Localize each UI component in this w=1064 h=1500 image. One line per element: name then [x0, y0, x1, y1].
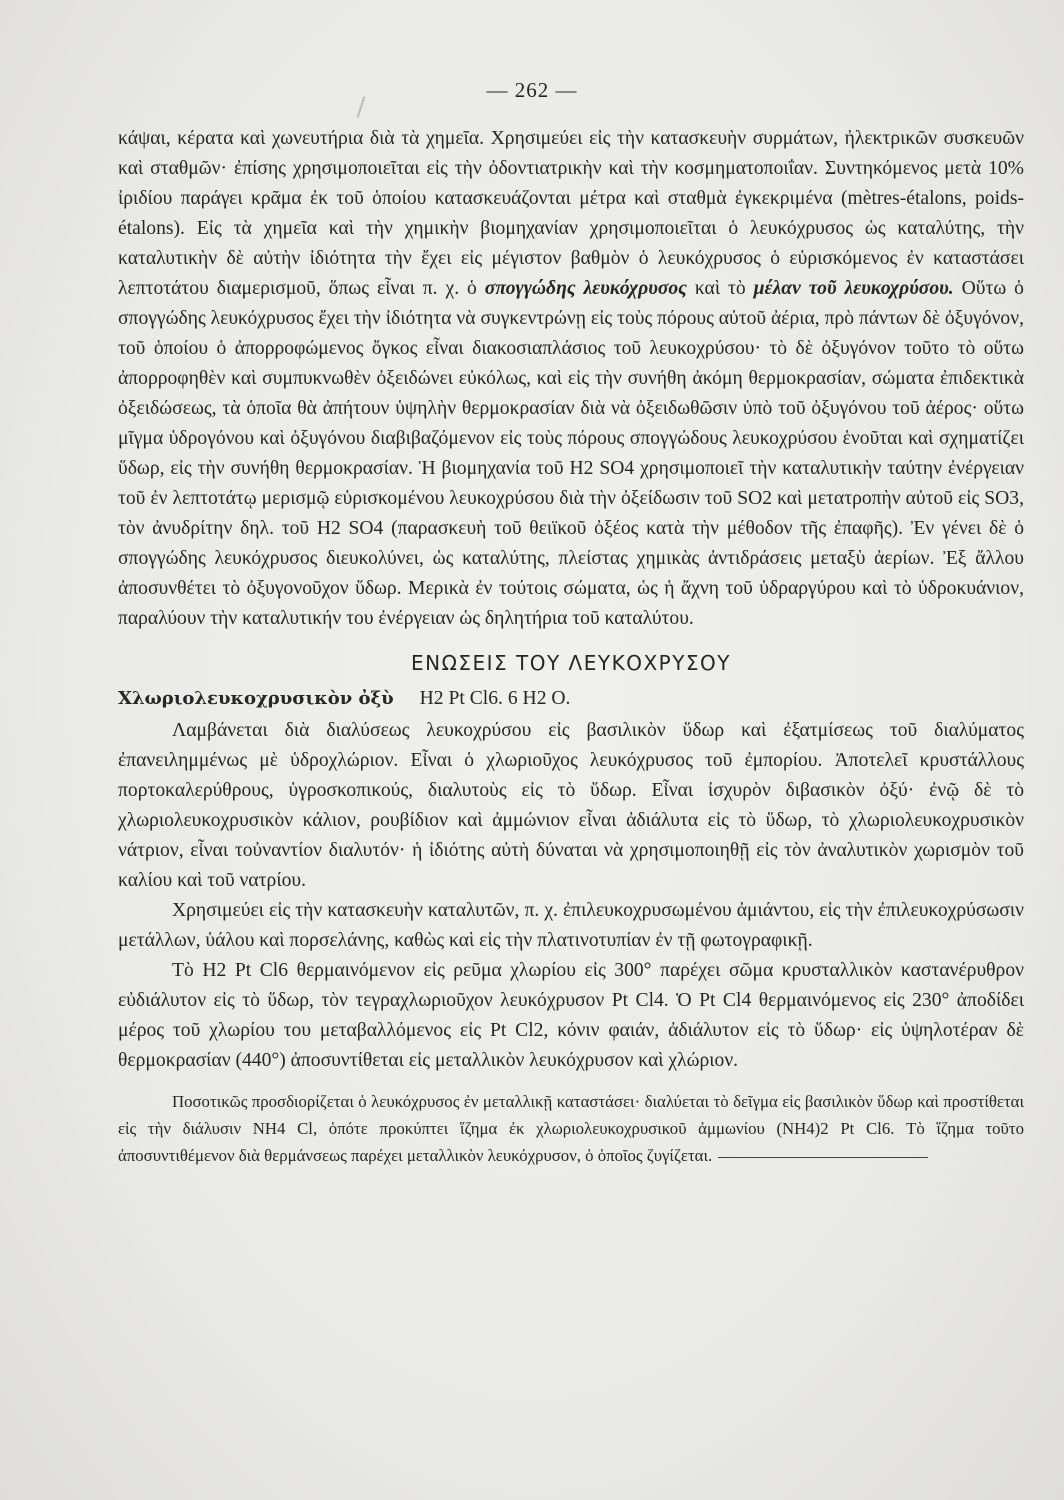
paragraph-1-continued: Οὕτω ὁ σπογγώδης λευκόχρυσος ἔχει τὴν ἰδιότητα νὰ συγκεντρώνῃ εἰς τοὺς πόρους αὐτοῦ ἀέρια, πρὸ πάντων δὲ ὀξυγόνον, τοῦ ὁποίου ὁ ἀπορροφώμενος ὄγκος εἶναι διακοσιαπλάσιος τοῦ λευκοχρύσου· τὸ δὲ ὀξυγόνον τοῦτο τὸ οὕτω ἀπορροφηθὲν καὶ συμπυκνωθὲν ὀξειδώνει εὐκόλως, καὶ εἰς τὴν συνήθη ἀκόμη θερμοκρασίαν, σώματα ἐπιδεκτικὰ ὀξειδώσεως, τὰ ὁποῖα θὰ ἀπήτουν ὑψηλὴν θερμοκρασίαν διὰ νὰ ὀξειδωθῶσιν ὑπὸ τοῦ ὀξυγόνου τοῦ ἀέρος· οὕτω μῖγμα ὑδρογόνου καὶ ὀξυγόνου διαβιβαζόμενον εἰς τοὺς πόρους σπογγώδους λευκοχρύσου ἑνοῦται καὶ σχηματίζει ὕδωρ, εἰς τὴν συνήθη θερμοκρασίαν. Ἡ βιομηχανία τοῦ H2 SO4 χρησιμοποιεῖ τὴν καταλυτικὴν ταύτην ἐνέργειαν τοῦ ἐν λεπτοτάτῳ μερισμῷ εὑρισκομένου λευκοχρύσου διὰ τὴν ὀξείδωσιν τοῦ SO2 καὶ μετατροπὴν αὐτοῦ εἰς SO3, τὸν ἀνυδρίτην δηλ. τοῦ H2 SO4 (παρασκευὴ τοῦ θειϊκοῦ ὀξέος κατὰ τὴν μέθοδον τῆς ἐπαφῆς). Ἐν γένει δὲ ὁ σπογγώδης λευκόχρυσος διευκολύνει, ὡς καταλύτης, πλείστας χημικὰς ἀντιδράσεις μεταξὺ ἀερίων. Ἐξ ἄλλου ἀποσυνθέτει τὸ ὀξυγονοῦχον ὕδωρ. Μερικὰ ἐν τούτοις σώματα, ὡς ἡ ἄχνη τοῦ ὑδραργύρου καὶ τὸ ὑδροκυάνιον, παραλύουν τὴν καταλυτικήν του ἐνέργειαν ὡς δηλητήρια τοῦ καταλύτου. [118, 278, 1024, 629]
body-text [118, 124, 1024, 1169]
compound-name: Χλωριολευκοχρυσικὸν ὀξὺ [118, 688, 394, 709]
paragraph-2: Λαμβάνεται διὰ διαλύσεως λευκοχρύσου εἰς βασιλικὸν ὕδωρ καὶ ἐξατμίσεως τοῦ διαλύματος ἐπανειλημμένως μὲ ὑδροχλώριον. Εἶναι ὁ χλωριοῦχος λευκόχρυσος τοῦ ἐμπορίου. Ἀποτελεῖ κρυστάλλους πορτοκαλερύθρους, ὑγροσκοπικούς, διαλυτοὺς εἰς τὸ ὕδωρ. Εἶναι ἰσχυρὸν διβασικὸν ὀξύ· ἐνῷ δὲ τὸ χλωριολευκοχρυσικὸν κάλιον, ρουβίδιον καὶ ἀμμώνιον εἶναι ἀδιάλυτα εἰς τὸ ὕδωρ, τὸ χλωριολευκοχρυσικὸν νάτριον, εἶναι τοὐναντίον διαλυτόν· ἡ ἰδιότης αὐτὴ δύναται νὰ χρησιμοποιηθῇ εἰς τὸν ἀναλυτικὸν χωρισμὸν τοῦ καλίου καὶ τοῦ νατρίου. [118, 720, 1024, 891]
paragraph-4: Τὸ H2 Pt Cl6 θερμαινόμενον εἰς ρεῦμα χλωρίου εἰς 300° παρέχει σῶμα κρυσταλλικὸν καστανέρυθρον εὐδιάλυτον εἰς τὸ ὕδωρ, τὸν τεγραχλωριοῦχον λευκόχρυσον Pt Cl4. Ὁ Pt Cl4 θερμαινόμενος εἰς 230° ἀποδίδει μέρος τοῦ χλωρίου του μεταβαλλόμενος εἰς Pt Cl2, κόνιν φαιάν, ἀδιάλυτον εἰς τὸ ὕδωρ· εἰς ὑψηλοτέραν δὲ θερμοκρασίαν (440°) ἀποσυντίθεται εἰς μεταλλικὸν λευκόχρυσον καὶ χλώριον. [118, 960, 1024, 1071]
paragraph-1-text: κάψαι, κέρατα καὶ χωνευτήρια διὰ τὰ χημεῖα. Χρησιμεύει εἰς τὴν κατασκευὴν συρμάτων, ἠλεκτρικῶν συσκευῶν καὶ σταθμῶν· ἐπίσης χρησιμοποιεῖται εἰς τὴν ὀδοντιατρικὴν καὶ τὴν κοσμηματοποιΐαν. Συντηκόμενος μετὰ 10% ἰριδίου παράγει κρᾶμα ἐκ τοῦ ὁποίου κατασκευάζονται μέτρα καὶ σταθμὰ ἐγκεκριμένα (mètres-étalons, poids-étalons). Εἰς τὰ χημεῖα καὶ τὴν χημικὴν βιομηχανίαν χρησιμοποιεῖται ὁ λευκόχρυσος ὡς καταλύτης, τὴν καταλυτικὴν δὲ αὐτὴν ἰδιότητα τὴν ἔχει εἰς μέγιστον βαθμὸν ὁ λευκόχρυσος ὁ εὑρισκόμενος ἐν καταστάσει λεπτοτάτου διαμερισμοῦ, ὅπως εἶναι π. χ. ὁ [118, 128, 1024, 299]
paragraph-3: Χρησιμεύει εἰς τὴν κατασκευὴν καταλυτῶν, π. χ. ἐπιλευκοχρυσωμένου ἀμιάντου, εἰς τὴν ἐπιλευκοχρύσωσιν μετάλλων, ὑάλου καὶ πορσελάνης, καθὼς καὶ εἰς τὴν πλατινοτυπίαν ἐν τῇ φωτογραφικῇ. [118, 900, 1024, 951]
footnote-text: Ποσοτικῶς προσδιορίζεται ὁ λευκόχρυσος ἐν μεταλλικῇ καταστάσει· διαλύεται τὸ δεῖγμα εἰς βασιλικὸν ὕδωρ καὶ προστίθεται εἰς τὴν διάλυσιν NH4 Cl, ὁπότε προκύπτει ἵζημα ἐκ χλωριολευκοχρυσικοῦ ἀμμωνίου (NH4)2 Pt Cl6. Τὸ ἵζημα τοῦτο ἀποσυντιθέμενον διὰ θερμάνσεως παρέχει μεταλλικὸν λευκόχρυσον, ὁ ὁποῖος ζυγίζεται. [118, 1092, 1024, 1165]
footnote-paragraph [118, 1088, 1024, 1169]
bold-term-platinum-black: μέλαν τοῦ λευκοχρύσου. [753, 278, 954, 299]
bold-term-spongy-platinum: σπογγώδης λευκόχρυσος [484, 278, 687, 299]
end-rule [718, 1157, 928, 1158]
compound-heading [118, 684, 1024, 714]
section-title: ΕΝΩΣΕΙΣ ΤΟΥ ΛΕΥΚΟΧΡΥΣΟΥ [410, 651, 732, 675]
paragraph-1 [118, 124, 1024, 634]
connector-text: καὶ τὸ [694, 278, 746, 299]
compound-formula: H2 Pt Cl6. 6 H2 O. [419, 688, 571, 709]
page-number: — 262 — [486, 78, 578, 102]
